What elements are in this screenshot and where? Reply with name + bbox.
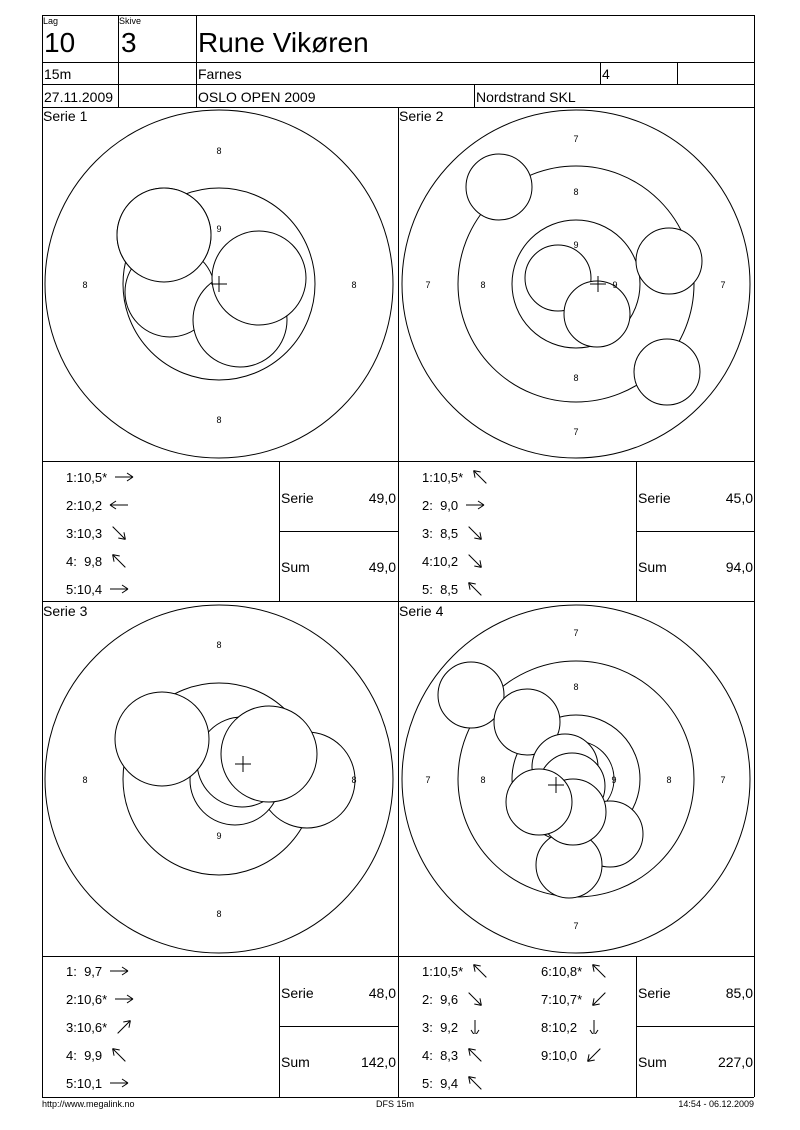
ring-label: 7: [425, 775, 431, 785]
target-serie-1: [45, 110, 393, 458]
ring-label: 7: [425, 280, 431, 290]
shot-entry: [66, 1020, 135, 1037]
shot-entry: [66, 1048, 130, 1065]
shot-entry: [66, 1076, 130, 1093]
serie-3-serie-value: 48,0: [368, 985, 396, 1001]
shot-entry: [422, 992, 486, 1009]
lag-value: 10: [44, 27, 76, 58]
serie-2-serie-label: Serie: [638, 490, 671, 506]
ring-label: 8: [480, 775, 486, 785]
ring-label: 7: [573, 427, 579, 437]
footer-program: DFS 15m: [376, 1099, 415, 1109]
ring-label: 7: [573, 134, 579, 144]
shot-hole: [634, 339, 700, 405]
direction-arrow-icon: [583, 1020, 605, 1037]
direction-arrow-icon: [469, 964, 491, 981]
serie-1-title: Serie 1: [43, 108, 88, 124]
footer-website: http://www.megalink.no: [42, 1099, 135, 1109]
ring-label: 8: [82, 775, 88, 785]
serie-3-title: Serie 3: [43, 603, 88, 619]
shot-hole: [564, 281, 630, 347]
direction-arrow-icon: [108, 554, 130, 571]
ring-label: 9: [216, 831, 222, 841]
ring-label: 7: [720, 280, 726, 290]
date: 27.11.2009: [44, 89, 114, 105]
event-name: OSLO OPEN 2009: [198, 89, 316, 105]
shot-entry: [422, 582, 486, 599]
serie-1-serie-value: 49,0: [368, 490, 396, 506]
shot-entry: [422, 526, 486, 543]
shot-entry: [422, 964, 491, 981]
direction-arrow-icon: [464, 498, 486, 515]
direction-arrow-icon: [469, 470, 491, 487]
skive-label: Skive: [119, 16, 142, 26]
shooter-name: Rune Vikøren: [198, 27, 369, 58]
shot-score: 2:10,6*: [66, 992, 108, 1007]
serie-2-sum-value: 94,0: [725, 559, 753, 575]
shot-entry: [66, 964, 130, 981]
ring-label: 9: [612, 280, 618, 290]
shot-score: 5:10,1: [66, 1076, 103, 1091]
shot-entry: [422, 1048, 486, 1065]
shot-score: 8:10,2: [541, 1020, 578, 1035]
shot-score: 3:10,6*: [66, 1020, 108, 1035]
shot-score: 3:10,3: [66, 526, 103, 541]
direction-arrow-icon: [464, 1076, 486, 1093]
lag-label: Lag: [43, 16, 59, 26]
direction-arrow-icon: [464, 992, 486, 1009]
shot-score: 4:10,2: [422, 554, 459, 569]
direction-arrow-icon: [113, 1020, 135, 1037]
shot-hole: [466, 154, 532, 220]
distance: 15m: [44, 66, 72, 82]
target-serie-4: [402, 605, 750, 953]
direction-arrow-icon: [588, 992, 610, 1009]
ring-label: 8: [216, 640, 222, 650]
shot-score: 3: 9,2: [422, 1020, 459, 1035]
serie-2-sum-label: Sum: [638, 559, 667, 575]
shot-score: 2: 9,0: [422, 498, 459, 513]
footer-timestamp: 14:54 - 06.12.2009: [678, 1099, 754, 1109]
shot-score: 2: 9,6: [422, 992, 459, 1007]
shot-entry: [541, 1020, 605, 1037]
serie-4-sum-value: 227,0: [717, 1054, 753, 1070]
shot-hole: [117, 188, 211, 282]
shot-entry: [66, 582, 130, 599]
serie-4-serie-value: 85,0: [725, 985, 753, 1001]
serie-3-serie-label: Serie: [281, 985, 314, 1001]
serie-4-title: Serie 4: [399, 603, 444, 619]
shot-hole: [221, 706, 317, 802]
place: Farnes: [198, 66, 242, 82]
shot-score: 5: 8,5: [422, 582, 459, 597]
shot-score: 6:10,8*: [541, 964, 583, 979]
shot-score: 3: 8,5: [422, 526, 459, 541]
ring-label: 8: [573, 373, 579, 383]
shot-entry: [422, 554, 486, 571]
target-serie-3: [45, 605, 393, 953]
shot-entry: [422, 498, 486, 515]
direction-arrow-icon: [464, 526, 486, 543]
ring-label: 8: [216, 415, 222, 425]
shot-score: 1:10,5*: [422, 470, 464, 485]
direction-arrow-icon: [113, 992, 135, 1009]
shot-entry: [541, 964, 610, 981]
shot-entry: [422, 470, 491, 487]
ring-label: 8: [480, 280, 486, 290]
shot-hole: [115, 692, 209, 786]
serie-3-sum-label: Sum: [281, 1054, 310, 1070]
shot-score: 4: 8,3: [422, 1048, 459, 1063]
shot-score: 2:10,2: [66, 498, 103, 513]
serie-1-sum-value: 49,0: [368, 559, 396, 575]
serie-1-serie-label: Serie: [281, 490, 314, 506]
ring-label: 8: [216, 146, 222, 156]
shot-score: 1: 9,7: [66, 964, 103, 979]
shot-score: 9:10,0: [541, 1048, 578, 1063]
direction-arrow-icon: [108, 526, 130, 543]
class-value: 4: [602, 66, 610, 82]
shot-score: 4: 9,8: [66, 554, 103, 569]
shot-hole: [636, 228, 702, 294]
serie-1-sum-label: Sum: [281, 559, 310, 575]
target-serie-2: [402, 110, 750, 458]
shot-entry: [66, 992, 135, 1009]
shot-score: 7:10,7*: [541, 992, 583, 1007]
skive-value: 3: [121, 27, 137, 58]
direction-arrow-icon: [108, 964, 130, 981]
shot-entry: [422, 1020, 486, 1037]
ring-label: 9: [573, 240, 579, 250]
direction-arrow-icon: [583, 1048, 605, 1065]
ring-label: 8: [666, 775, 672, 785]
shot-entry: [66, 526, 130, 543]
ring-label: 8: [82, 280, 88, 290]
ring-label: 8: [351, 775, 357, 785]
shot-score: 4: 9,9: [66, 1048, 103, 1063]
ring-label: 9: [216, 224, 222, 234]
serie-2-serie-value: 45,0: [725, 490, 753, 506]
serie-2-title: Serie 2: [399, 108, 444, 124]
direction-arrow-icon: [108, 582, 130, 599]
shot-entry: [66, 470, 135, 487]
shot-entry: [66, 554, 130, 571]
ring-label: 7: [720, 775, 726, 785]
serie-4-serie-label: Serie: [638, 985, 671, 1001]
ring-label: 7: [573, 921, 579, 931]
ring-label: 8: [573, 682, 579, 692]
ring-label: 8: [216, 909, 222, 919]
direction-arrow-icon: [588, 964, 610, 981]
direction-arrow-icon: [108, 1048, 130, 1065]
shot-hole: [212, 231, 306, 325]
direction-arrow-icon: [464, 1020, 486, 1037]
serie-4-sum-label: Sum: [638, 1054, 667, 1070]
shot-entry: [422, 1076, 486, 1093]
direction-arrow-icon: [108, 498, 130, 515]
direction-arrow-icon: [464, 1048, 486, 1065]
shot-entry: [541, 992, 610, 1009]
serie-3-sum-value: 142,0: [360, 1054, 396, 1070]
shot-score: 1:10,5*: [66, 470, 108, 485]
ring-label: 9: [611, 775, 617, 785]
shot-entry: [541, 1048, 605, 1065]
direction-arrow-icon: [108, 1076, 130, 1093]
direction-arrow-icon: [464, 582, 486, 599]
shot-hole: [506, 769, 572, 835]
shot-entry: [66, 498, 130, 515]
ring-label: 8: [351, 280, 357, 290]
ring-label: 8: [573, 187, 579, 197]
direction-arrow-icon: [464, 554, 486, 571]
shot-score: 1:10,5*: [422, 964, 464, 979]
direction-arrow-icon: [113, 470, 135, 487]
shot-score: 5: 9,4: [422, 1076, 459, 1091]
shot-score: 5:10,4: [66, 582, 103, 597]
ring-label: 7: [573, 628, 579, 638]
club-name: Nordstrand SKL: [476, 89, 576, 105]
